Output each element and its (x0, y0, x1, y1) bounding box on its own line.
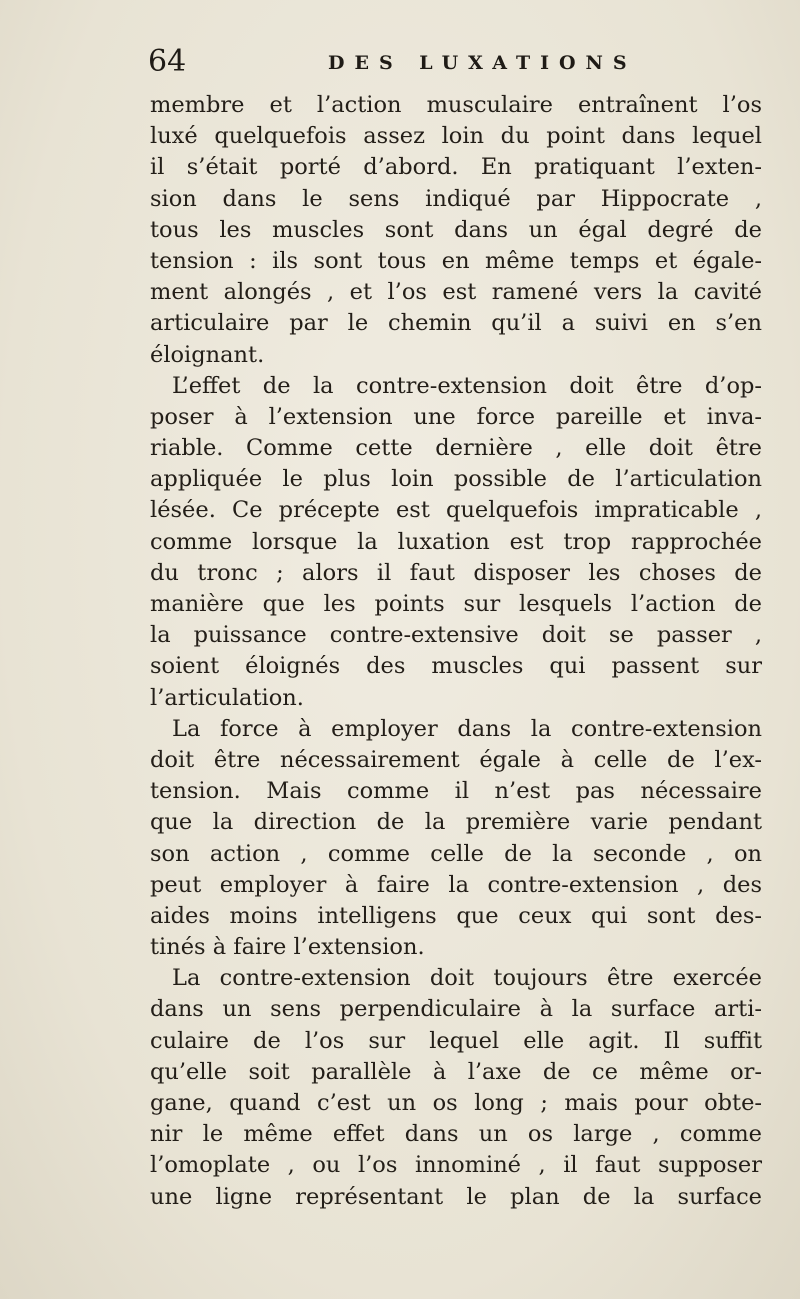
text-line: culaire de l’os sur lequel elle agit. Il suffit (150, 1027, 762, 1054)
text-line: une ligne représentant le plan de la surface (150, 1183, 762, 1210)
text-line: tinés à faire l’extension. (150, 934, 425, 961)
text-line: sion dans le sens indiqué par Hippocrate , (150, 185, 762, 212)
text-line: doit être nécessairement égale à celle de l’ex- (150, 746, 762, 773)
text-line: son action , comme celle de la seconde , on (150, 840, 762, 867)
text-line: l’omoplate , ou l’os innominé , il faut supposer (150, 1152, 762, 1179)
text-line: manière que les points sur lesquels l’action de (150, 591, 762, 617)
text-line: comme lorsque la luxation est trop rapprochée (150, 528, 762, 555)
text-line: l’articulation. (150, 684, 304, 711)
running-head: DES LUXATIONS (328, 52, 637, 74)
page-number: 64 (148, 44, 187, 79)
text-line: tous les muscles sont dans un égal degré de (150, 216, 762, 243)
text-line: qu’elle soit parallèle à l’axe de ce même or- (150, 1058, 762, 1085)
text-line: aides moins intelligens que ceux qui sont des- (150, 902, 762, 929)
text-line: la puissance contre-extensive doit se passer , (150, 622, 762, 649)
text-line: tension : ils sont tous en même temps et égale- (150, 247, 762, 274)
text-line: peut employer à faire la contre-extension , des (150, 871, 762, 898)
text-line: La force à employer dans la contre-extension (172, 715, 762, 742)
text-line: appliquée le plus loin possible de l’articulation (150, 466, 762, 493)
text-line: poser à l’extension une force pareille et inva- (150, 403, 762, 430)
text-line: il s’était porté d’abord. En pratiquant l’exten- (150, 154, 762, 181)
text-line: tension. Mais comme il n’est pas nécessaire (150, 778, 762, 805)
text-line: ment alongés , et l’os est ramené vers la cavité (150, 279, 762, 306)
text-line: dans un sens perpendiculaire à la surface arti- (150, 996, 762, 1023)
text-line: gane, quand c’est un os long ; mais pour obte- (150, 1090, 762, 1116)
text-line: soient éloignés des muscles qui passent sur (150, 653, 762, 680)
text-line: luxé quelquefois assez loin du point dans lequel (150, 123, 762, 150)
text-line: que la direction de la première varie pendant (150, 809, 762, 836)
text-line: La contre-extension doit toujours être exercée (172, 965, 762, 992)
text-line: membre et l’action musculaire entraînent l’os (150, 92, 762, 118)
body-text (150, 90, 762, 1213)
text-line: articulaire par le chemin qu’il a suivi en s’en (150, 310, 762, 337)
text-line: éloignant. (150, 341, 265, 368)
text-line: lésée. Ce précepte est quelquefois impraticable , (150, 497, 762, 524)
text-line: nir le même effet dans un os large , comme (150, 1121, 762, 1148)
text-line: riable. Comme cette dernière , elle doit être (150, 435, 762, 462)
text-line: L’effet de la contre-extension doit être d’op- (172, 372, 762, 399)
page-header (148, 44, 768, 84)
text-line: du tronc ; alors il faut disposer les choses de (150, 559, 762, 586)
